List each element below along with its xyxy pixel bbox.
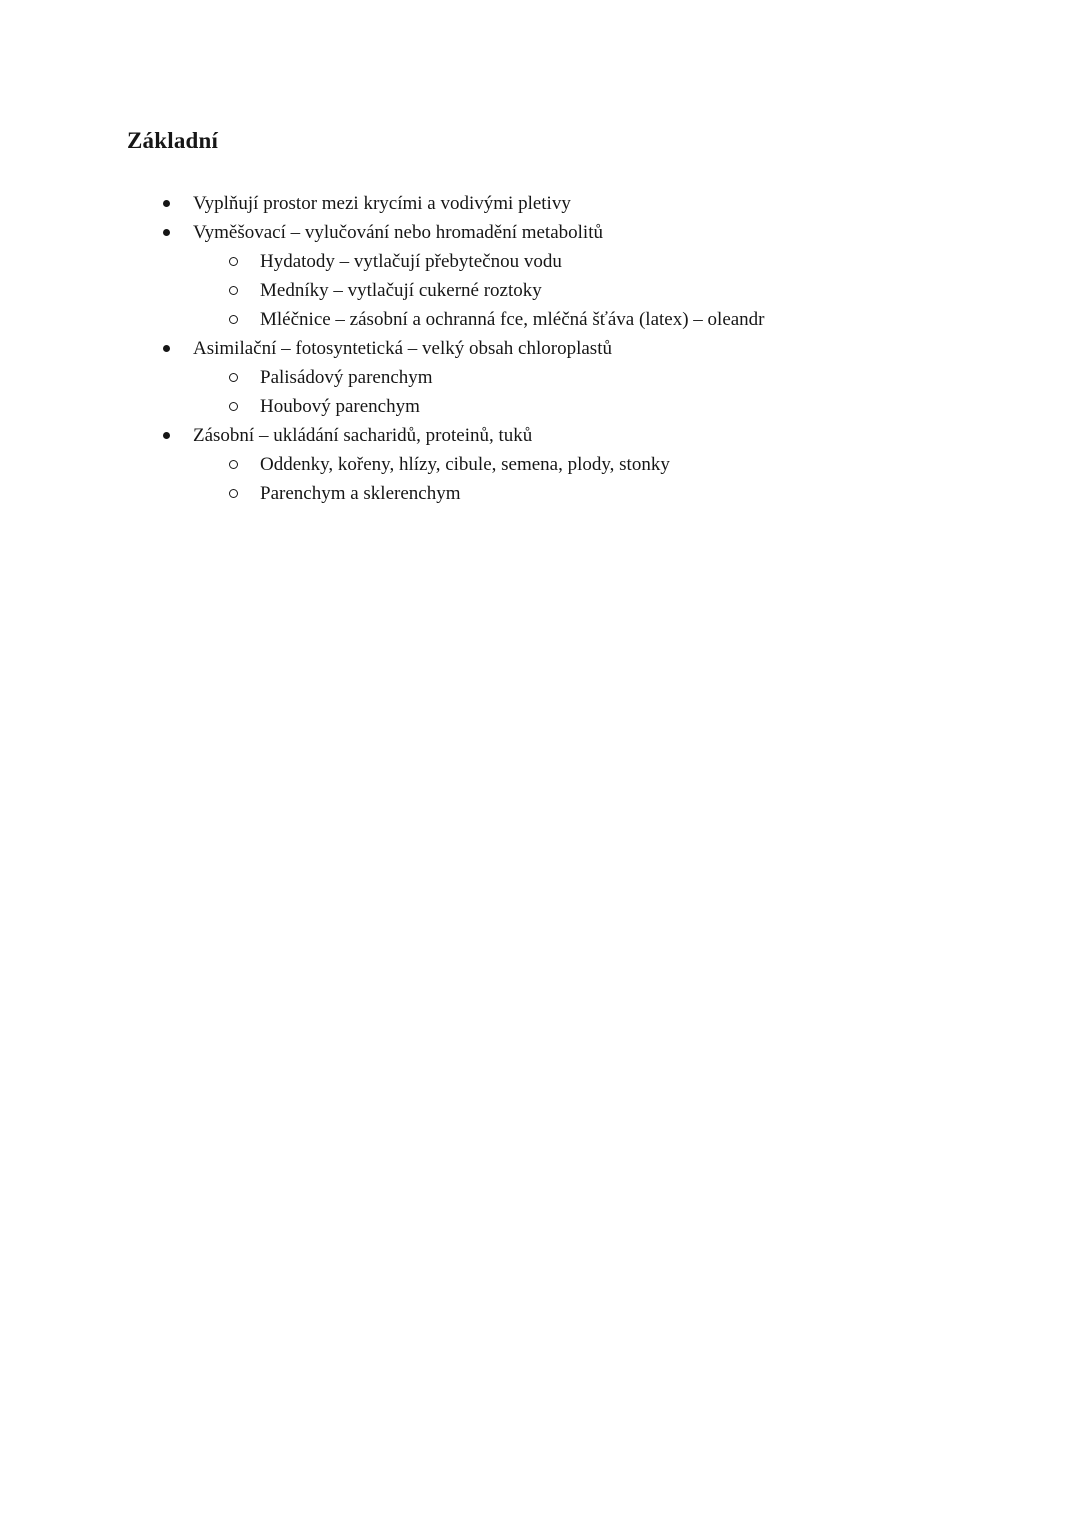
section-heading: Základní [127, 128, 219, 153]
circle-bullet-icon [229, 450, 260, 479]
sub-bullet-text: Oddenky, kořeny, hlízy, cibule, semena, plody, stonky [260, 454, 670, 475]
sub-bullet-text: Medníky – vytlačují cukerné roztoky [260, 280, 542, 301]
circle-bullet-icon [229, 247, 260, 276]
disc-bullet-icon [163, 189, 193, 218]
sub-bullet-text: Houbový parenchym [260, 396, 420, 417]
circle-bullet-icon [229, 363, 260, 392]
circle-bullet-icon [229, 392, 260, 421]
bullet-text: Vyplňují prostor mezi krycími a vodivými pletivy [193, 193, 571, 214]
circle-bullet-icon [229, 479, 260, 508]
disc-bullet-icon [163, 334, 193, 363]
circle-bullet-icon [229, 276, 260, 305]
bullet-list [127, 189, 1007, 508]
bullet-item [127, 189, 1007, 218]
circle-bullet-icon [229, 305, 260, 334]
bullet-text: Zásobní – ukládání sacharidů, proteinů, tuků [193, 425, 533, 446]
bullet-item [127, 218, 1007, 247]
bullet-text: Asimilační – fotosyntetická – velký obsah chloroplastů [193, 338, 612, 359]
sub-bullet-item [127, 450, 1007, 479]
disc-bullet-icon [163, 218, 193, 247]
sub-bullet-text: Mléčnice – zásobní a ochranná fce, mléčná šťáva (latex) – oleandr [260, 309, 765, 330]
disc-bullet-icon [163, 421, 193, 450]
bullet-text: Vyměšovací – vylučování nebo hromadění metabolitů [193, 222, 603, 243]
bullet-item [127, 334, 1007, 363]
sub-bullet-text: Palisádový parenchym [260, 367, 433, 388]
sub-bullet-item [127, 392, 1007, 421]
document-body [127, 126, 1007, 508]
sub-bullet-item [127, 247, 1007, 276]
sub-bullet-item [127, 276, 1007, 305]
sub-bullet-item [127, 479, 1007, 508]
sub-bullet-item [127, 305, 1007, 334]
sub-bullet-text: Hydatody – vytlačují přebytečnou vodu [260, 251, 562, 272]
bullet-item [127, 421, 1007, 450]
sub-bullet-text: Parenchym a sklerenchym [260, 483, 461, 504]
sub-bullet-item [127, 363, 1007, 392]
